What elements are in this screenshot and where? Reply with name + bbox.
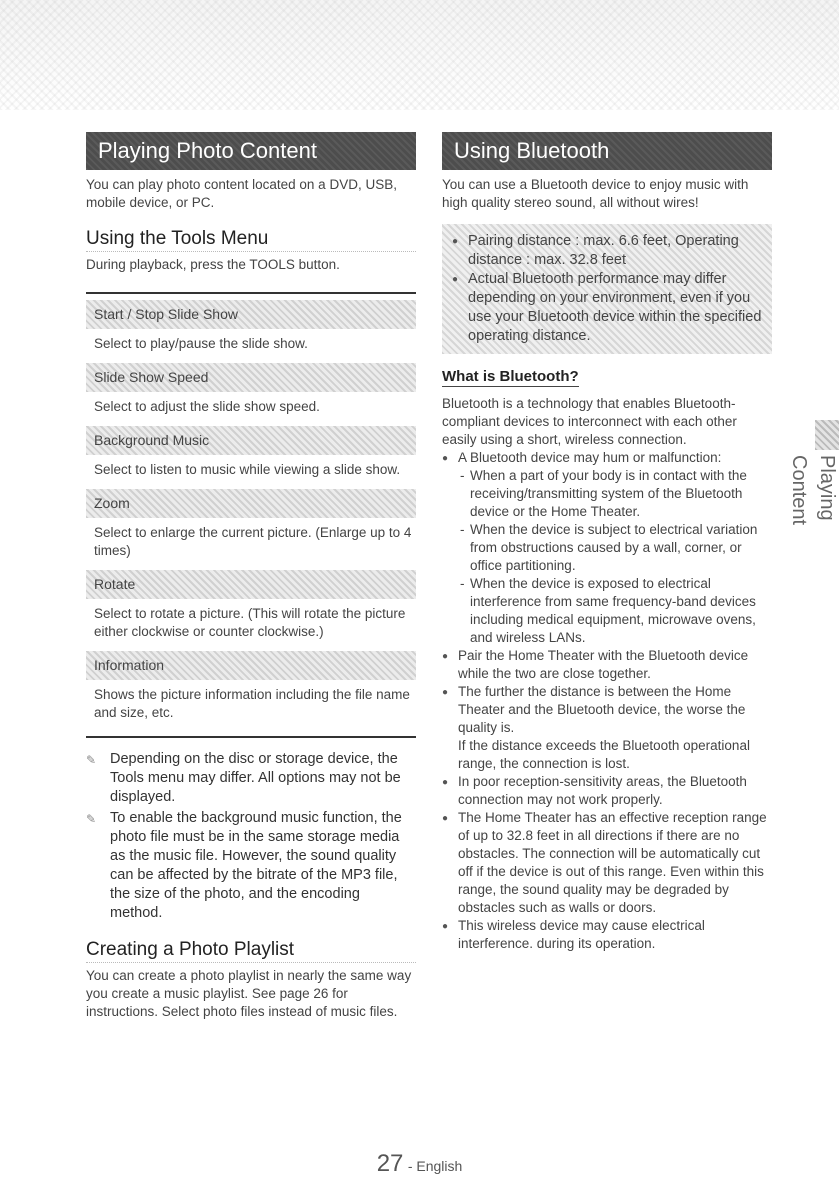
bullet-item [442,683,772,773]
bullet-text: In poor reception-sensitivity areas, the Bluetooth connection may not work properly. [458,774,747,807]
photo-intro: You can play photo content located on a DVD, USB, mobile device, or PC. [86,177,397,210]
menu-item-information [86,651,416,726]
dash-icon: - [460,522,465,537]
menu-item-desc: Select to enlarge the current picture. (Enlarge up to 4 times) [94,525,412,558]
dash-item [460,521,772,575]
menu-item-music [86,426,416,483]
right-column [442,132,772,953]
bullet-icon: ● [442,651,449,662]
bullet-icon: ● [452,274,459,285]
bullet-item [442,449,772,647]
note [86,750,416,807]
menu-item-label: Information [86,651,416,680]
dash-text: When the device is exposed to electrical interference from same frequency-band devices including medical equipment, microwave ovens, and wireless LANs. [470,576,756,645]
dash-item [460,575,772,647]
photo-notes [86,750,416,923]
bullet-text: The further the distance is between the Home Theater and the Bluetooth device, the worse the quality is. [458,684,746,735]
bullet-icon: ● [452,236,459,247]
bullet-icon: ● [442,777,449,788]
menu-item-label: Slide Show Speed [86,363,416,392]
menu-item-label: Start / Stop Slide Show [86,300,416,329]
menu-item-zoom [86,489,416,564]
note-text: To enable the background music function, the photo file must be in the same storage media as the music file. However, the sound quality can be affected by the bitrate of the MP3 file, the size of the photo, and the encoding method. [110,810,402,921]
menu-item-desc: Select to listen to music while viewing a slide show. [94,462,401,477]
section-header-photo: Playing Photo Content [86,132,416,170]
note-pencil-icon: ✎ [86,812,97,826]
decorative-top-band [0,0,839,110]
note-text: Depending on the disc or storage device, the Tools menu may differ. All options may not be displayed. [110,751,401,805]
menu-item-label: Zoom [86,489,416,518]
chapter-tab-marker [815,420,839,450]
menu-item-slideshow [86,300,416,357]
menu-item-rotate [86,570,416,645]
chapter-side-label: Playing Content [788,455,838,526]
menu-item-desc: Shows the picture information including the file name and size, etc. [94,687,410,720]
tools-menu-table [86,292,416,738]
bullet-item [442,773,772,809]
menu-item-desc: Select to adjust the slide show speed. [94,399,320,414]
bullet-icon: ● [442,687,449,698]
menu-item-speed [86,363,416,420]
bullet-text: This wireless device may cause electrical interference. during its operation. [458,918,705,951]
bullet-item [442,809,772,917]
dash-text: When the device is subject to electrical variation from obstructions caused by a wall, corner, or office partitioning. [470,522,758,573]
playlist-desc: You can create a photo playlist in nearly the same way you create a music playlist. See page 26 for instructions. Select photo files instead of music files. [86,968,412,1019]
page-footer [0,1150,839,1178]
dash-item [460,467,772,521]
bullet-item [442,917,772,953]
tools-menu-heading: Using the Tools Menu [86,228,416,252]
bullet-icon: ● [442,453,449,464]
note [86,809,416,923]
bullet-item [442,647,772,683]
bullet-text: The Home Theater has an effective reception range of up to 32.8 feet in all directions if there are no obstacles. The connection will be automatically cut off if the device is out of this range. Even within this range, the sound quality may be degraded by obstacles such as walls or doors. [458,810,767,915]
menu-item-label: Rotate [86,570,416,599]
dash-icon: - [460,576,465,591]
menu-item-desc: Select to play/pause the slide show. [94,336,308,351]
bullet-content [458,449,772,647]
bluetooth-note [452,232,764,270]
dash-icon: - [460,468,465,483]
bluetooth-note-text: Actual Bluetooth performance may differ depending on your environment, even if you use your Bluetooth device within the specified operating distance. [468,271,762,344]
dash-text: When a part of your body is in contact with the receiving/transmitting system of the Bluetooth device or the Home Theater. [470,468,747,519]
bullet-text: A Bluetooth device may hum or malfunction: [458,450,722,465]
bullet-text: If the distance exceeds the Bluetooth operational range, the connection is lost. [458,738,750,771]
bluetooth-intro: You can use a Bluetooth device to enjoy music with high quality stereo sound, all without wires! [442,177,749,210]
bluetooth-notes-box [442,224,772,354]
bullet-content [458,683,772,773]
bluetooth-note [452,270,764,346]
bullet-text: Pair the Home Theater with the Bluetooth device while the two are close together. [458,648,749,681]
note-pencil-icon: ✎ [86,753,97,767]
bullet-icon: ● [442,813,449,824]
left-column [86,132,416,1021]
menu-item-label: Background Music [86,426,416,455]
what-is-bluetooth-desc: Bluetooth is a technology that enables Bluetooth-compliant devices to interconnect with each other easily using a short, wireless connection. [442,396,737,447]
bullet-icon: ● [442,921,449,932]
bluetooth-note-text: Pairing distance : max. 6.6 feet, Operating distance : max. 32.8 feet [468,233,739,268]
section-header-bluetooth: Using Bluetooth [442,132,772,170]
playlist-heading: Creating a Photo Playlist [86,939,416,963]
what-is-bluetooth-heading: What is Bluetooth? [442,368,579,385]
page-language: - English [407,1158,463,1174]
menu-item-desc: Select to rotate a picture. (This will rotate the picture either clockwise or counter clockwise.) [94,606,406,639]
page-number: 27 [376,1150,404,1177]
tools-menu-desc: During playback, press the TOOLS button. [86,257,340,272]
